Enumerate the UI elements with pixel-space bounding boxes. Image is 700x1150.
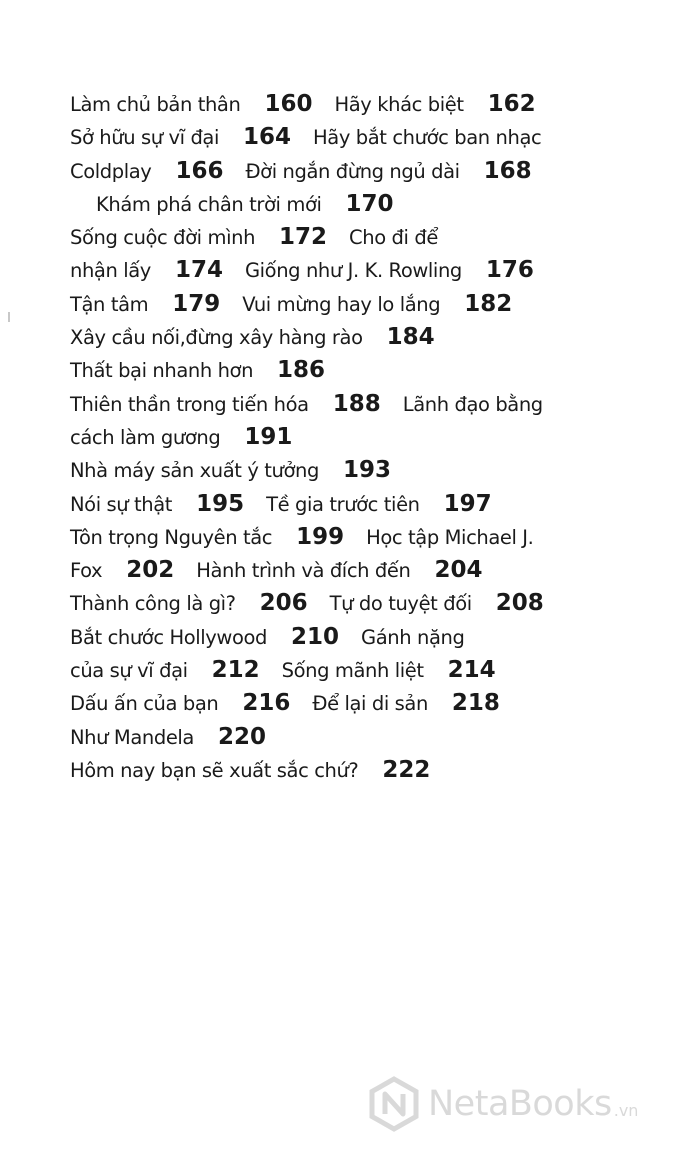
scan-speck xyxy=(8,312,10,322)
table-of-contents xyxy=(70,88,670,787)
toc-entry xyxy=(70,459,413,482)
toc-entry-title: Đời ngắn đừng ngủ dài xyxy=(245,159,460,183)
toc-entry-title: Sở hữu sự vĩ đại xyxy=(70,126,220,150)
toc-line xyxy=(70,587,670,620)
toc-page-number: 199 xyxy=(296,523,345,550)
toc-entry-title: Làm chủ bản thân xyxy=(70,93,241,116)
toc-entry xyxy=(70,326,457,349)
toc-page-number: 195 xyxy=(196,490,245,517)
toc-entry-title: Tôn trọng Nguyên tắc xyxy=(70,525,273,549)
toc-line xyxy=(70,321,670,354)
toc-line xyxy=(70,521,670,554)
toc-page-number: 160 xyxy=(264,91,313,117)
toc-entry-title: Fox xyxy=(70,559,103,583)
toc-entry-title: Cho đi để xyxy=(349,226,438,250)
toc-line xyxy=(70,554,670,587)
toc-entry-title: Sống mãnh liệt xyxy=(281,659,424,683)
toc-line xyxy=(70,454,670,487)
toc-entry xyxy=(70,423,314,450)
watermark xyxy=(366,1076,638,1132)
toc-page-number: 212 xyxy=(211,657,260,684)
toc-page-number: 176 xyxy=(485,257,534,284)
toc-entry-title: Thiên thần trong tiến hóa xyxy=(70,392,309,416)
toc-entry-title: Tận tâm xyxy=(70,292,149,316)
toc-entry-title: Hành trình và đích đến xyxy=(196,559,411,583)
toc-entry xyxy=(196,559,504,582)
toc-entry xyxy=(70,157,245,184)
toc-page-number: 204 xyxy=(434,557,483,584)
toc-entry-title: Giống như J. K. Rowling xyxy=(244,259,462,283)
toc-line xyxy=(70,121,670,154)
toc-entry xyxy=(70,126,313,149)
toc-entry-title: Nói sự thật xyxy=(70,492,173,516)
toc-entry-title: Bắt chước Hollywood xyxy=(70,625,268,649)
toc-line xyxy=(70,654,670,687)
toc-entry-title: Để lại di sản xyxy=(312,692,428,716)
toc-page-number: 222 xyxy=(382,756,431,783)
toc-entry xyxy=(266,490,514,517)
toc-entry-title: Khám phá chân trời mới xyxy=(96,192,322,216)
toc-entry xyxy=(245,157,553,184)
toc-entry xyxy=(70,290,242,317)
toc-entry-title: Như Mandela xyxy=(70,725,194,749)
toc-entry xyxy=(242,290,534,317)
toc-entry xyxy=(70,559,196,582)
toc-entry-title: Thất bại nhanh hơn xyxy=(70,359,254,383)
toc-page-number: 170 xyxy=(345,190,394,217)
toc-page-number: 210 xyxy=(291,623,340,650)
toc-entry-title: cách làm gương xyxy=(70,425,221,449)
toc-entry-title: Gánh nặng xyxy=(361,625,465,649)
toc-line xyxy=(70,354,670,387)
toc-entry xyxy=(245,259,556,282)
toc-entry-title: Sống cuộc đời mình xyxy=(70,226,256,250)
toc-entry xyxy=(70,723,288,750)
toc-page-number: 179 xyxy=(172,290,221,317)
toc-line xyxy=(70,288,670,321)
toc-entry xyxy=(70,226,349,249)
toc-entry xyxy=(70,93,334,116)
toc-line xyxy=(70,421,670,454)
toc-page-number: 208 xyxy=(495,590,544,617)
toc-entry-title: Lãnh đạo bằng xyxy=(402,392,543,416)
toc-line xyxy=(70,155,670,188)
toc-page-number: 184 xyxy=(386,324,435,351)
toc-page-number: 186 xyxy=(277,357,326,384)
toc-line xyxy=(70,621,670,654)
toc-page-number: 220 xyxy=(217,723,266,750)
toc-page-number: 197 xyxy=(443,490,492,517)
toc-entry xyxy=(70,390,403,417)
toc-entry xyxy=(70,623,361,650)
toc-entry-title: Thành công là gì? xyxy=(70,592,236,616)
toc-line xyxy=(70,254,670,287)
toc-entry-title: Nhà máy sản xuất ý tưởng xyxy=(70,459,319,483)
toc-entry xyxy=(70,490,266,517)
toc-line xyxy=(70,754,670,787)
toc-page-number: 216 xyxy=(242,690,291,717)
toc-entry xyxy=(70,359,347,382)
toc-page-number: 206 xyxy=(259,590,308,617)
toc-entry-title: Tề gia trước tiên xyxy=(266,492,420,516)
toc-page-number: 172 xyxy=(279,224,328,251)
toc-entry-title: Hôm nay bạn sẽ xuất sắc chứ? xyxy=(70,758,359,782)
toc-entry xyxy=(403,393,543,416)
toc-entry-title: Hãy bắt chước ban nhạc xyxy=(313,126,542,150)
toc-line xyxy=(70,388,670,421)
toc-entry xyxy=(70,259,245,282)
toc-line xyxy=(70,188,670,221)
toc-page-number: 202 xyxy=(126,557,175,584)
toc-entry xyxy=(70,592,330,615)
toc-line xyxy=(70,721,670,754)
toc-line xyxy=(70,221,670,254)
toc-entry xyxy=(313,126,541,149)
toc-entry-title: Xây cầu nối,đừng xây hàng rào xyxy=(70,326,363,350)
toc-entry xyxy=(70,523,366,550)
toc-page-number: 214 xyxy=(447,657,496,684)
netabooks-hexagon-icon xyxy=(366,1076,422,1132)
toc-entry-title: nhận lấy xyxy=(70,259,151,283)
toc-entry xyxy=(70,756,452,783)
toc-page-number: 174 xyxy=(174,257,223,284)
toc-page-number: 182 xyxy=(464,290,513,317)
watermark-name: NetaBooks xyxy=(428,1084,612,1124)
toc-entry xyxy=(96,190,416,217)
toc-line xyxy=(70,88,670,121)
toc-line xyxy=(70,687,670,720)
toc-entry xyxy=(361,626,464,649)
toc-entry xyxy=(330,592,566,615)
toc-page-number: 164 xyxy=(243,124,292,151)
toc-entry-title: Coldplay xyxy=(70,159,152,183)
toc-entry-title: Tự do tuyệt đối xyxy=(329,592,472,616)
toc-line xyxy=(70,488,670,521)
toc-entry xyxy=(366,526,533,549)
toc-page-number: 188 xyxy=(332,390,381,417)
toc-entry-title: Dấu ấn của bạn xyxy=(70,692,219,716)
toc-page-number: 193 xyxy=(342,457,391,484)
toc-entry xyxy=(70,659,282,682)
toc-entry xyxy=(334,93,557,116)
toc-entry xyxy=(312,692,522,715)
toc-page-number: 191 xyxy=(244,423,293,450)
toc-page-number: 166 xyxy=(175,157,224,184)
toc-entry xyxy=(282,659,518,682)
toc-entry-title: Vui mừng hay lo lắng xyxy=(242,292,441,316)
toc-entry xyxy=(349,226,438,249)
toc-entry xyxy=(70,692,312,715)
toc-page-number: 168 xyxy=(483,157,532,184)
toc-page-number: 162 xyxy=(487,91,536,117)
toc-page-number: 218 xyxy=(451,690,500,717)
toc-entry-title: Hãy khác biệt xyxy=(334,93,464,116)
toc-entry-title: của sự vĩ đại xyxy=(70,659,188,683)
watermark-domain: .vn xyxy=(613,1100,639,1120)
toc-entry-title: Học tập Michael J. xyxy=(366,525,534,549)
